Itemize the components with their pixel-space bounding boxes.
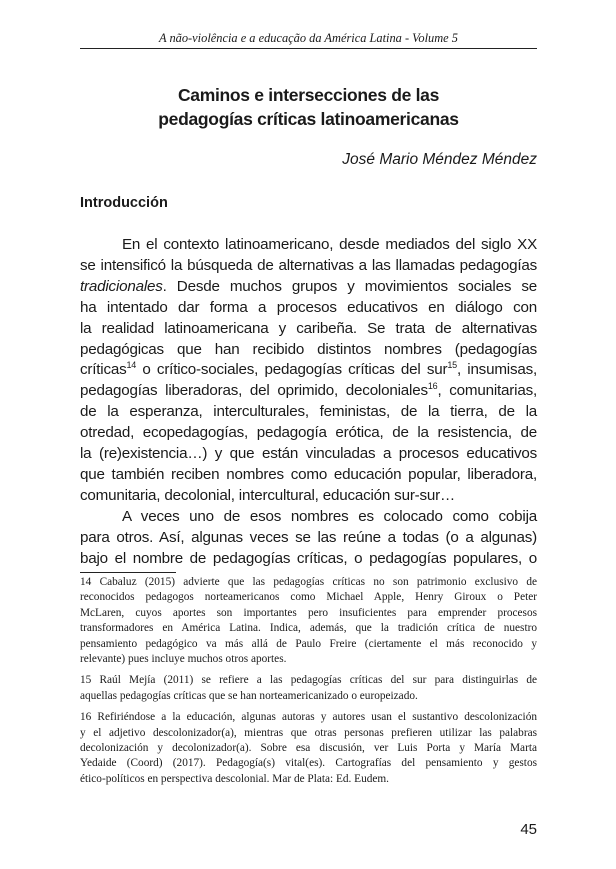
body-line: En el contexto latinoamericano, desde mediados del siglo XX xyxy=(122,236,537,253)
body-line: la (re)existencia…) y que están vinculadas a procesos educativos xyxy=(80,445,537,463)
section-heading: Introducción xyxy=(80,195,168,211)
chapter-title xyxy=(80,83,537,131)
page-number: 45 xyxy=(520,821,537,838)
body-line-text: , insumisas, xyxy=(456,361,538,379)
body-line xyxy=(80,277,537,298)
italic-term: tradicionales xyxy=(80,277,163,295)
body-line: la realidad latinoamericana y caribeña. Se trata de alternativas xyxy=(80,319,537,337)
body-line-text: pedagogías liberadoras, del oprimido, decoloniales xyxy=(80,382,428,400)
body-line: ha intentado dar forma a procesos educativos en diálogo con xyxy=(80,298,537,316)
footnote-line: pensamiento pedagógico va más allá de Paulo Freire (ciertamente el más reconocido y xyxy=(80,637,537,650)
body-line: para otros. Así, algunas veces se las reúne a todas (o a algunas) xyxy=(80,528,537,546)
footnote-line: decolonización y decolonizador(a). Sobre esa discusión, ver Luis Porta y María Marta xyxy=(80,742,537,755)
footnote-line: y el adjetivo descolonizador(a), mientras que otras personas prefieren utilizar las palabras xyxy=(80,726,537,739)
body-line: de la esperanza, interculturales, feministas, de la tierra, de la xyxy=(80,403,537,421)
footnote-line: 16 Refiriéndose a la educación, algunas autoras y autores usan el sustantivo descolonización xyxy=(80,711,537,724)
footnote-line: aquellas pedagogías críticas que se han norteamericanizado o europeizado. xyxy=(80,689,418,702)
body-line: A veces uno de esos nombres es colocado como cobija xyxy=(122,507,537,525)
footnote-16 xyxy=(80,710,537,787)
header-rule xyxy=(80,48,537,49)
footnote-line: transformadores en América Latina. Indica, además, que la tradición crítica de nuestro xyxy=(80,622,537,635)
chapter-title-line-1: Caminos e intersecciones de las xyxy=(177,85,440,105)
footnote-line: relevante) pues incluye muchos otros aportes. xyxy=(80,653,287,666)
footnote-line: McLaren, cuyos aportes son importantes pero insuficientes para emprender procesos xyxy=(80,606,537,619)
footnote-rule xyxy=(80,572,176,573)
footnote-ref-16[interactable]: 16 xyxy=(427,381,438,392)
body-line-text: , comunitarias, xyxy=(437,382,537,400)
body-line-text: o crítico-sociales, pedagogías críticas del sur xyxy=(136,361,448,379)
body-text xyxy=(80,235,537,570)
footnote-ref-15[interactable]: 15 xyxy=(447,360,457,371)
footnote-line: 14 Cabaluz (2015) advierte que las pedagogías críticas no son patrimonio exclusivo de xyxy=(80,576,537,588)
body-line: comunitaria, decolonial, intercultural, educación sur-sur… xyxy=(80,486,456,504)
body-line: se intensificó la búsqueda de alternativas a las llamadas pedagogías xyxy=(80,256,537,274)
body-line: que también reciben nombres como educación popular, liberadora, xyxy=(80,465,537,483)
footnote-line: reconocidos pedagogos norteamericanos como Michael Apple, Henry Giroux o Peter xyxy=(80,591,537,604)
body-line xyxy=(80,381,537,402)
chapter-title-line-2: pedagogías críticas latinoamericanas xyxy=(158,109,459,129)
body-line-text: críticas xyxy=(80,361,127,379)
footnote-line: 15 Raúl Mejía (2011) se refiere a las pedagogías críticas del sur para distinguirlas de xyxy=(80,674,537,687)
body-line: otredad, ecopedagogías, pedagogía erótica, de la resistencia, de xyxy=(80,424,537,442)
body-line: pedagógicas que han recibido distintos nombres (pedagogías xyxy=(80,340,537,358)
footnotes xyxy=(80,575,537,793)
footnote-15 xyxy=(80,673,537,704)
footnote-line: ético-políticos en perspectiva descolonial. Mar de Plata: Ed. Eudem. xyxy=(80,772,389,785)
running-head: A não-violência e a educação da América Latina - Volume 5 xyxy=(159,31,458,45)
body-line-text: . Desde muchos grupos y movimientos sociales se xyxy=(162,277,537,295)
body-line xyxy=(80,360,537,381)
footnote-line: Yedaide (Coord) (2017). Pedagogía(s) vital(es). Cartografías del pensamiento y gestos xyxy=(80,757,537,770)
author-name: José Mario Méndez Méndez xyxy=(342,151,537,168)
footnote-ref-14[interactable]: 14 xyxy=(126,360,137,371)
body-line: bajo el nombre de pedagogías críticas, o pedagogías populares, o xyxy=(80,549,537,567)
footnote-14 xyxy=(80,575,537,667)
